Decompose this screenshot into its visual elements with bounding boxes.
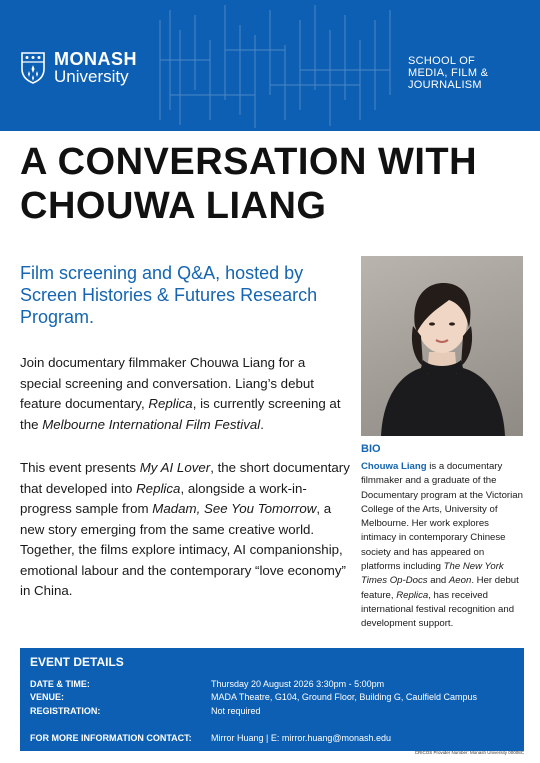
text: , is currently screening at the <box>20 396 341 432</box>
school-line: SCHOOL OF <box>408 55 476 67</box>
portrait-illustration <box>361 256 523 436</box>
school-line: JOURNALISM <box>408 79 482 91</box>
school-line: MEDIA, FILM & <box>408 67 489 79</box>
contact-label: FOR MORE INFORMATION CONTACT: <box>30 733 192 743</box>
speaker-name: Chouwa Liang <box>361 461 427 472</box>
registration-label: REGISTRATION: <box>30 706 101 716</box>
film-title: My AI Lover <box>139 460 211 475</box>
intro-paragraph <box>20 353 350 435</box>
event-subtitle: Film screening and Q&A, hosted by Screen Histories & Futures Research Program. <box>20 263 318 327</box>
text: This event presents <box>20 460 140 475</box>
film-title: Madam, See You Tomorrow <box>152 501 317 516</box>
venue-label: VENUE: <box>30 692 65 702</box>
festival-name: Melbourne International Film Festival <box>42 416 261 432</box>
date-label: DATE & TIME: <box>30 679 90 689</box>
date-value: Thursday 20 August 2026 3:30pm - 5:00pm <box>211 679 385 689</box>
bio-heading: BIO <box>361 443 381 455</box>
monash-logo[interactable] <box>20 50 137 86</box>
event-details-box <box>20 648 524 751</box>
platform-name: Aeon <box>448 575 472 587</box>
text: . Her debut feature, <box>361 575 519 601</box>
platform-name: The New York Times Op-Docs <box>361 561 504 587</box>
title-line: CHOUWA LIANG <box>20 185 327 227</box>
text: , alongside a work-in-progress sample from <box>20 480 307 516</box>
logo-wordmark <box>54 50 137 86</box>
text: is a documentary filmmaker and a graduate of the Documentary program at the Victorian College of the Arts, University of Melbourne. Her work explores intimacy in contemporary Chinese society and has appeared on platforms including <box>361 461 523 573</box>
logo-university: University <box>54 67 129 86</box>
details-heading: EVENT DETAILS <box>30 655 124 669</box>
school-name <box>408 55 488 91</box>
film-title: Replica <box>136 480 181 496</box>
venue-value: MADA Theatre, G104, Ground Floor, Building G, Caulfield Campus <box>211 692 477 702</box>
text: , a new story emerging from the same creative world. Together, the films explore intimacy, AI companionship, emotional labour and the contemporary “love economy” in China. <box>20 501 346 598</box>
header-banner <box>0 0 540 131</box>
logo-monash: MONASH <box>54 49 137 69</box>
cricos-note: CRICOS Provider Number: Monash University 00008C <box>414 750 524 755</box>
header-pattern <box>150 0 400 131</box>
text: . <box>260 416 264 432</box>
speaker-photo <box>361 256 523 436</box>
text: , the short documentary that developed into <box>20 460 350 496</box>
text: and <box>427 575 449 587</box>
film-title: Replica <box>148 396 193 411</box>
event-title <box>20 140 530 228</box>
text: Join documentary filmmaker Chouwa Liang for a special screening and conversation. Liang’s debut feature documentary, <box>20 355 314 411</box>
contact-value[interactable]: Mirror Huang | E: mirror.huang@monash.edu <box>211 733 392 743</box>
monash-crest-icon <box>20 51 46 85</box>
registration-value: Not required <box>211 706 261 716</box>
event-paragraph <box>20 458 350 602</box>
bio-text <box>361 460 526 632</box>
film-title: Replica <box>396 589 429 601</box>
text: , has received international festival recognition and development support. <box>361 589 515 630</box>
title-line: A CONVERSATION WITH <box>20 141 478 183</box>
